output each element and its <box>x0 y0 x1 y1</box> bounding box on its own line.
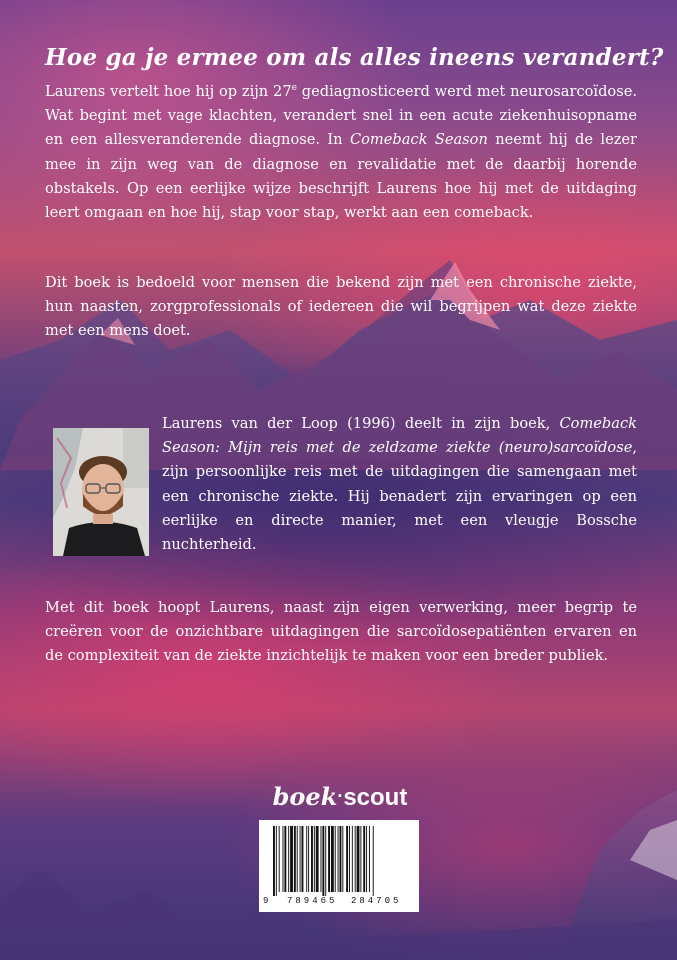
barcode-bar <box>283 826 284 892</box>
barcode-group-1: 789465 <box>287 896 338 906</box>
barcode-bar <box>297 826 298 892</box>
barcode-bar <box>355 826 356 892</box>
isbn-barcode <box>259 820 419 912</box>
barcode-bar <box>284 826 286 892</box>
barcode-bar <box>294 826 296 892</box>
author-bio-end: , zijn persoonlijke reis met de uitdagingen die samengaan met een chronische ziekte. Hij benadert zijn ervaringen op een eerlijke en directe manier, met een vleugje Bossche nuchterheid. <box>162 439 637 554</box>
barcode-bar <box>316 826 319 892</box>
barcode-lead-digit: 9 <box>263 896 269 906</box>
author-bio-start: Laurens van der Loop (1996) deelt in zijn boek, <box>162 415 560 432</box>
barcode-bar <box>321 826 322 892</box>
barcode-bar <box>328 826 330 892</box>
ordinal-suffix: e <box>291 83 297 93</box>
barcode-bar <box>369 826 370 892</box>
author-book-title-italic: Comeback Season: Mijn reis met de zeldzame ziekte (neuro)sarcoïdose <box>162 415 637 457</box>
barcode-digits <box>259 896 419 910</box>
barcode-group-2: 284705 <box>351 896 402 906</box>
intro-text-mid: gediagnosticeerd werd met neurosarcoïdose. Wat begint met vage klachten, verandert snel in een acute ziekenhuisopname en een allesveranderende diagnose. In <box>45 83 637 149</box>
headline: Hoe ga je ermee om als alles ineens verandert? <box>45 44 664 71</box>
book-title-italic: Comeback Season <box>349 131 488 149</box>
publisher-logo <box>270 782 410 812</box>
intro-paragraph <box>45 80 637 225</box>
intro-text-start: Laurens vertelt hoe hij op zijn 27 <box>45 83 292 100</box>
barcode-bar <box>302 826 304 892</box>
barcode-bar <box>346 826 348 892</box>
publisher-logo-dot: · <box>337 786 344 806</box>
barcode-bar <box>335 826 336 892</box>
barcode-bar <box>314 826 315 892</box>
intro-text-end: neemt hij de lezer mee in zijn weg van de diagnose en revalidatie met de daarbij horende obstakels. Op een eerlijke wijze beschrijft Laurens hoe hij met de uitdaging leert omgaan en hoe hij, stap voor stap, werkt aan een comeback. <box>45 131 638 222</box>
closing-paragraph: Met dit boek hoopt Laurens, naast zijn eigen verwerking, meer begrip te creëren voor de onzichtbare uitdagingen die sarcoïdosepatiënten ervaren en de complexiteit van de ziekte inzichtelijk te maken voor een breder publiek. <box>45 599 637 665</box>
barcode-bar <box>276 826 277 896</box>
barcode-bar <box>300 826 301 892</box>
barcode-bar <box>325 826 326 896</box>
barcode-bars <box>259 820 419 896</box>
audience-paragraph: Dit boek is bedoeld voor mensen die bekend zijn met een chronische ziekte, hun naasten, zorgprofessionals of iedereen die wil begrijpen wat deze ziekte met een mens doet. <box>45 274 637 340</box>
barcode-bar <box>273 826 275 896</box>
barcode-bar <box>342 826 343 892</box>
barcode-bar <box>279 826 280 892</box>
barcode-bar <box>311 826 313 892</box>
author-photo <box>53 428 149 556</box>
publisher-logo-part1: boek <box>272 782 338 811</box>
barcode-bar <box>360 826 361 892</box>
barcode-bar <box>357 826 360 892</box>
barcode-bar <box>322 826 324 896</box>
barcode-bar <box>331 826 334 892</box>
barcode-bar <box>352 826 353 892</box>
barcode-bar <box>290 826 293 892</box>
publisher-logo-part2: scout <box>343 784 408 811</box>
barcode-bar <box>338 826 339 892</box>
barcode-bar <box>288 826 289 892</box>
barcode-bar <box>308 826 309 892</box>
author-bio <box>162 412 637 557</box>
barcode-bar <box>306 826 307 892</box>
barcode-bar <box>340 826 342 892</box>
barcode-bar <box>349 826 350 892</box>
author-portrait-image <box>53 428 149 556</box>
barcode-bar <box>366 826 367 892</box>
barcode-bar <box>363 826 365 892</box>
barcode-bar <box>373 826 374 896</box>
